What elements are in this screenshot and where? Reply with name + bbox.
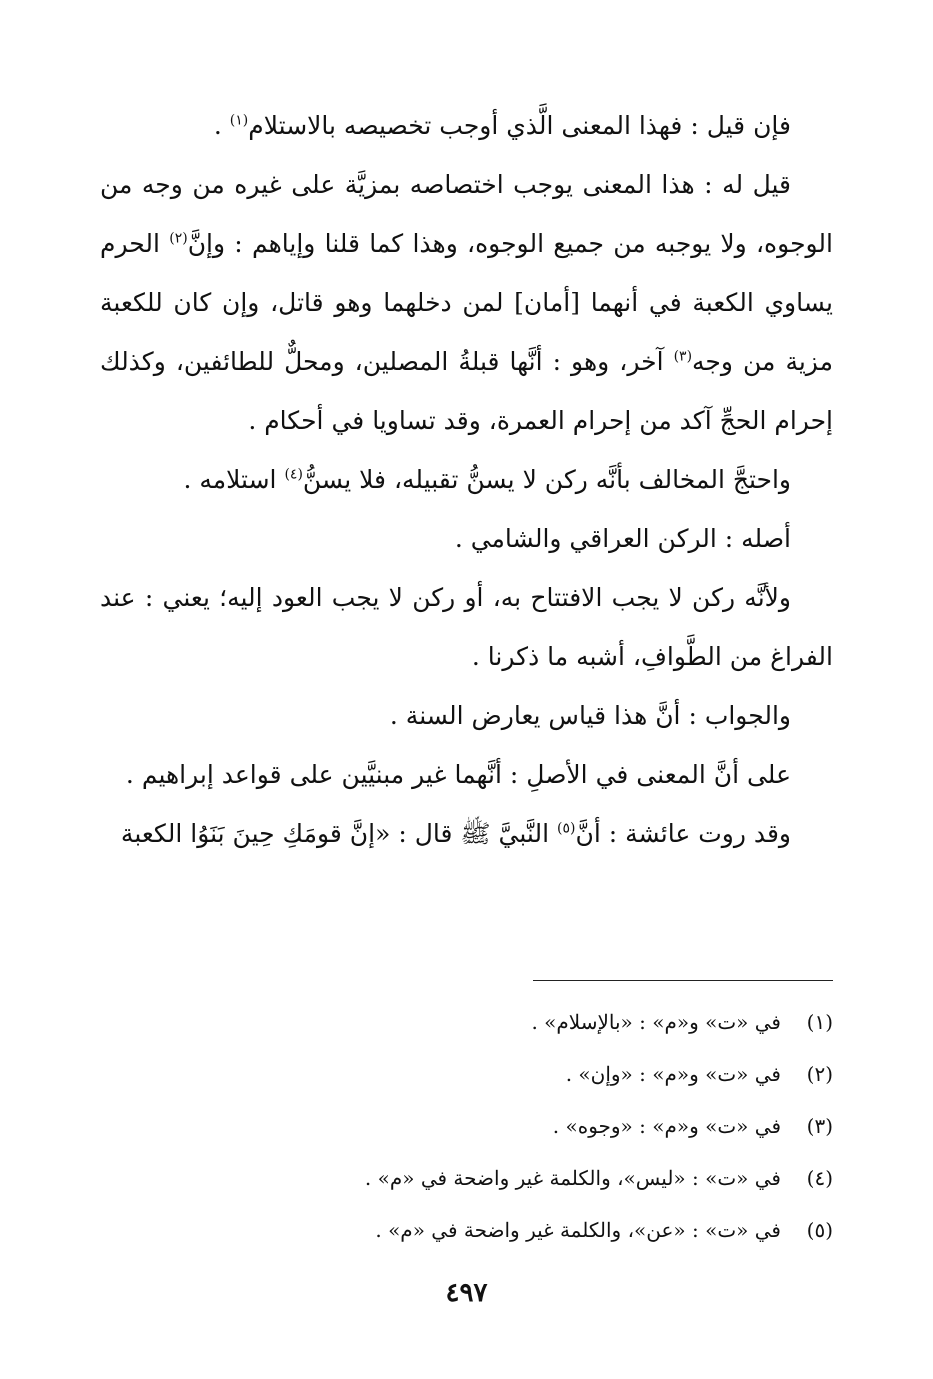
footnote-number: (١) [806,1010,833,1034]
paragraph-2-part-c: آخر، وهو : أنَّها قبلةُ المصلين، ومحلٌّ للطائفين، وكذلك إحرام الحجِّ آكد من إحرام العمرة، وقد تساويا في أحكام . [100,347,833,435]
paragraph-1-text: فإن قيل : فهذا المعنى الَّذي أوجب تخصيصه بالاستلام [248,111,791,140]
footnote-text: في «ت» و«م» : «بالإسلام» . [531,1010,781,1034]
paragraph-4: أصله : الركن العراقي والشامي . [454,524,791,553]
footnote-number: (٣) [806,1114,833,1138]
page-number: ٤٩٧ [445,1278,488,1308]
paragraph-8 [100,804,833,863]
footnote-item [100,1204,833,1256]
footnote-number: (٢) [806,1062,833,1086]
paragraph-2-part-a: قيل له : هذا المعنى يوجب اختصاصه بمزيَّة على غيره من وجه من الوجوه، ولا يوجبه من جميع الوجوه، وهذا كما قلنا وإياهم : وإنَّ [100,170,833,258]
paragraph-1-tail: . [213,111,230,140]
footnote-number: (٤) [806,1166,833,1190]
paragraph-3-part-b: استلامه . [183,465,285,494]
footnote-divider [533,980,833,981]
paragraph-2 [100,155,833,450]
paragraph-2-part-b: الحرم يساوي الكعبة في أنهما [أمان] لمن دخلهما وهو قاتل، وإن كان للكعبة مزية من وجه [100,229,833,376]
footnote-ref-5: (٥) [556,820,576,837]
paragraph-3 [100,450,833,509]
footnote-item [100,996,833,1048]
paragraph-8-part-b: النَّبيَّ ﷺ قال : «إنَّ قومَكِ حِينَ بَنَوُا الكعبة [120,819,557,848]
paragraph-6: والجواب : أنَّ هذا قياس يعارض السنة . [389,701,791,730]
paragraph-8-part-a: وقد روت عائشة : أنَّ [575,819,791,848]
footnote-text: في «ت» و«م» : «وجوه» . [552,1114,781,1138]
paragraph-1 [100,96,833,155]
footnote-ref-2: (٢) [169,230,188,247]
main-text [100,96,833,863]
footnotes [100,996,833,1256]
footnote-text: في «ت» و«م» : «وإن» . [565,1062,781,1086]
footnote-item [100,1100,833,1152]
footnote-text: في «ت» : «ليس»، والكلمة غير واضحة في «م» . [364,1166,781,1190]
footnote-ref-4: (٤) [284,466,303,483]
paragraph-5: ولأنَّه ركن لا يجب الافتتاح به، أو ركن لا يجب العود إليه؛ يعني : عند الفراغ من الطَّوافِ، أشبه ما ذكرنا . [100,583,833,671]
footnote-ref-1: (١) [229,112,249,129]
footnote-item [100,1152,833,1204]
footnote-number: (٥) [806,1218,833,1242]
footnote-item [100,1048,833,1100]
paragraph-7: على أنَّ المعنى في الأصلِ : أنَّهما غير مبنيَّين على قواعد إبراهيم . [125,760,791,789]
paragraph-3-part-a: واحتجَّ المخالف بأنَّه ركن لا يسنُّ تقبيله، فلا يسنُّ [302,465,791,494]
footnote-text: في «ت» : «عن»، والكلمة غير واضحة في «م» . [375,1218,781,1242]
footnote-ref-3: (٣) [673,348,693,365]
